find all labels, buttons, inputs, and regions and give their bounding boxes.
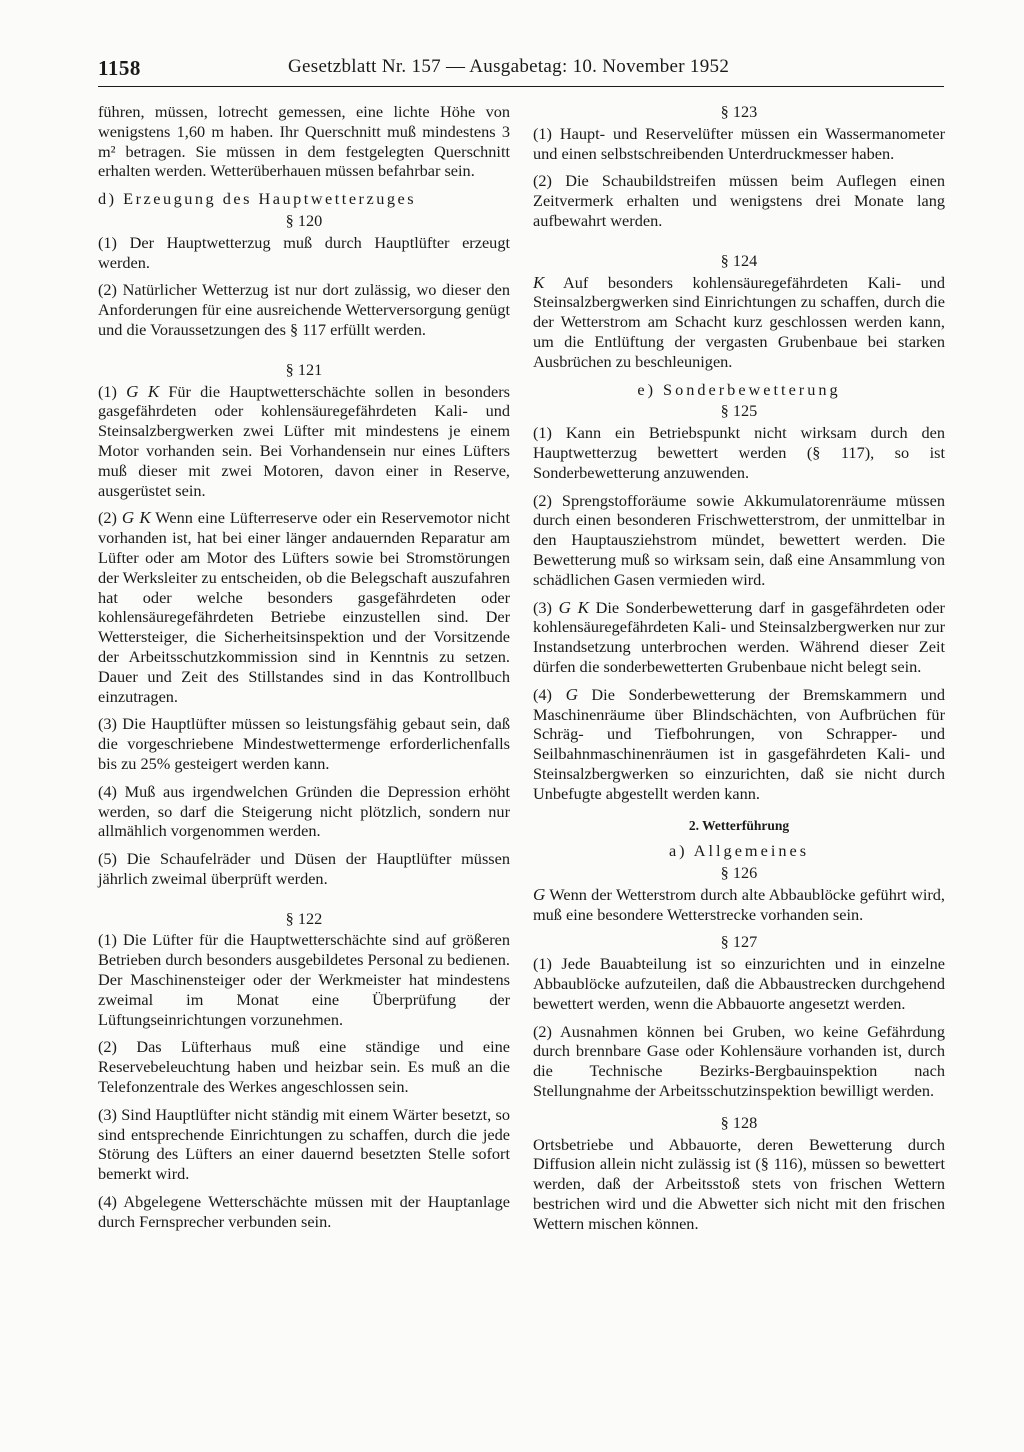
section-127-p2: (2) Ausnahmen können bei Gruben, wo keine Gefährdung durch brennbare Gase oder Kohlensäure vorhanden ist, durch die Technische Bezirks-Bergbauinspektion nach Stellungnahme der Arbeitsschutzinspektion bewilligt werden. <box>533 1021 945 1101</box>
paragraph-number: (2) <box>98 508 117 528</box>
paragraph-text: Für die Hauptwetterschächte sollen in besonders gasgefährdeten oder kohlensäuregefährdeten Kali- und Steinsalzbergwerken zwei Lüfter mit mindestens je einem Motor vorhanden sein. Bei Vorhandensein nur eines Lüfters muß dieser mit zwei Motoren, davon einer in Reserve, ausgerüstet sein. <box>98 381 510 500</box>
marker-gk: G K <box>126 381 160 401</box>
page-header <box>98 56 944 87</box>
section-124-p1 <box>533 273 945 372</box>
paragraph-text: Die Sonderbewetterung der Bremskammern und Maschinenräume über Blindschächten, von Aufbrüchen für Schräg- und Tiefbohrungen, von Schrapper- und Seilbahnmaschinenräumen ist in gasgefährdeten Kali- und Steinsalzbergwerken so einzurichten, daß sie nicht durch Unbefugte abgestellt werden kann. <box>533 684 945 803</box>
paragraph-text: Wenn der Wetterstrom durch alte Abbaublöcke geführt wird, muß eine besondere Wetterstrecke vorhanden sein. <box>533 884 945 924</box>
paragraph-text: Wenn eine Lüfterreserve oder ein Reservemotor nicht vorhanden ist, hat bei einer länger andauernden Reparatur am Lüfter oder am Motor des Lüfters sowie bei Stromstörungen der Werksleiter zu entscheiden, ob die Belegschaft auszufahren hat oder welche besonders gasgefährdeten oder kohlensäuregefährdeten Betriebe einzustellen sind. Der Wettersteiger, die Sicherheitsinspektion und der Vorsitzende der Arbeitsschutzkommission sind in Kenntnis zu setzen. Dauer und Zeit des Stillstandes sind in das Kontrollbuch einzutragen. <box>98 508 510 706</box>
page-number: 1158 <box>98 56 141 80</box>
marker-gk: G K <box>121 508 151 528</box>
subheading-d: d) Erzeugung des Hauptwetterzuges <box>98 189 417 209</box>
section-120-p1: (1) Der Hauptwetterzug muß durch Hauptlüfter erzeugt werden. <box>98 232 510 272</box>
marker-g: G <box>565 684 578 704</box>
section-126-p1 <box>533 885 945 925</box>
section-125-p2: (2) Sprengstofforäume sowie Akkumulatorenräume müssen durch einen besonderen Frischwetterstrom, der unmittelbar in den Hauptausziehstrom mündet, bewettert werden. Die Bewetterung muß so wirksam sein, daß eine Ansammlung von schädlichen Gasen vermieden wird. <box>533 490 945 589</box>
section-121-p4: (4) Muß aus irgendwelchen Gründen die Depression erhöht werden, so darf die Steigerung nicht plötzlich, sondern nur allmählich vorgenommen werden. <box>98 781 510 841</box>
paragraph-text: Die Sonderbewetterung darf in gasgefährdeten oder kohlensäuregefährdeten Kali- und Steinsalzbergwerken nur zur Instandsetzung unterbrochen werden. Während dieser Zeit dürfen die sonderbewetterten Grubenbaue nicht belegt sein. <box>533 597 945 676</box>
section-122-p3: (3) Sind Hauptlüfter nicht ständig mit einem Wärter besetzt, so sind entsprechende Einrichtungen zu schaffen, durch die jede Störung des Lüfters an einer dauernd besetzten Stelle sofort bemerkt wird. <box>98 1104 510 1184</box>
section-121-title: § 121 <box>285 359 323 379</box>
paragraph-text: Auf besonders kohlensäuregefährdeten Kali- und Steinsalzbergwerken sind Einrichtungen zu schaffen, durch die der Wetterstrom am Schacht kurz geschlossen werden kann, um die Entlüftung der vergasten Grubenbaue bei starken Ausbrüchen zu beschleunigen. <box>533 272 945 371</box>
section-124-title: § 124 <box>720 250 758 270</box>
paragraph-number: (1) <box>98 381 117 401</box>
paragraph-number: (4) <box>533 684 552 704</box>
section-122-p4: (4) Abgelegene Wetterschächte müssen mit der Hauptanlage durch Fernsprecher verbunden sein. <box>98 1192 510 1231</box>
section-127-p1: (1) Jede Bauabteilung ist so einzurichten und in einzelne Abbaublöcke aufzuteilen, daß die Abbaustrecken durchgehend bewettert werden, wenn die Abbauorte angesetzt werden. <box>533 954 945 1013</box>
marker-gk: G K <box>558 597 589 617</box>
section-126-title: § 126 <box>720 863 758 883</box>
section-121-p3: (3) Die Hauptlüfter müssen so leistungsfähig gebaut sein, daß die vorgeschriebene Mindestwettermenge erforderlichenfalls bis zu 25% gesteigert werden kann. <box>98 714 510 773</box>
paragraph-number: (3) <box>533 597 552 617</box>
header-title: Gesetzblatt Nr. 157 — Ausgabetag: 10. November 1952 <box>288 56 730 77</box>
section-121-p5: (5) Die Schaufelräder und Düsen der Hauptlüfter müssen jährlich zweimal überprüft werden. <box>98 849 510 888</box>
section-123-p1: (1) Haupt- und Reservelüfter müssen ein Wassermanometer und einen selbstschreibenden Unterdruckmesser haben. <box>533 123 945 163</box>
section-128-p1: Ortsbetriebe und Abbauorte, deren Bewetterung durch Diffusion allein nicht zulässig ist (§ 116), müssen so bewettert werden, daß der Arbeitsstoß stets von frischen Wettern bestrichen wird und die Abwetter sich nicht mit den frischen Wettern mischen können. <box>533 1134 945 1233</box>
section-123-p2: (2) Die Schaubildstreifen müssen beim Auflegen einen Zeitvermerk erhalten und wenigstens drei Monate lang aufbewahrt werden. <box>533 171 945 230</box>
paragraph-intro: führen, müssen, lotrecht gemessen, eine lichte Höhe von wenigstens 1,60 m haben. Ihr Querschnitt muß mindestens 3 m² betragen. Sie müssen in dem festgelegten Querschnitt erhalten werden. Wetterüberhauen müssen befahrbar sein. <box>98 102 510 181</box>
subheading-e: e) Sonderbewetterung <box>637 379 841 399</box>
marker-g: G <box>533 884 546 904</box>
right-column <box>533 102 945 1242</box>
section-125-p3 <box>533 598 945 677</box>
section-123-title: § 123 <box>720 102 758 121</box>
subheading-a: a) Allgemeines <box>668 841 810 861</box>
section-121-p1 <box>98 382 510 501</box>
section-120-title: § 120 <box>285 210 323 230</box>
section-125-p4 <box>533 685 945 804</box>
section-122-p1: (1) Die Lüfter für die Hauptwetterschächte sind auf größeren Betrieben durch besonders ausgebildetes Personal zu bedienen. Der Maschinensteiger oder der Werkmeister hat mindestens zweimal im Monat eine Überprüfung der Lüftungseinrichtungen vorzunehmen. <box>98 930 510 1029</box>
section-125-title: § 125 <box>720 401 758 421</box>
section-122-p2: (2) Das Lüfterhaus muß eine ständige und eine Reservebeleuchtung haben und heizbar sein. Es muß an die Telefonzentrale des Werkes angeschlossen sein. <box>98 1037 510 1097</box>
section-125-p1: (1) Kann ein Betriebspunkt nicht wirksam durch den Hauptwetterzug bewettert werden (§ 117), so ist Sonderbewetterung anzuwenden. <box>533 423 945 482</box>
section-120-p2: (2) Natürlicher Wetterzug ist nur dort zulässig, wo dieser den Anforderungen für eine ausreichende Wetterversorgung genügt und die Voraussetzungen des § 117 erfüllt werden. <box>98 280 510 339</box>
section-127-title: § 127 <box>720 932 758 952</box>
section-2-heading: 2. Wetterführung <box>688 817 790 833</box>
section-122-title: § 122 <box>285 908 323 928</box>
section-121-p2 <box>98 508 510 706</box>
marker-k: K <box>533 272 545 292</box>
section-128-title: § 128 <box>720 1112 758 1132</box>
left-column <box>98 102 510 1240</box>
